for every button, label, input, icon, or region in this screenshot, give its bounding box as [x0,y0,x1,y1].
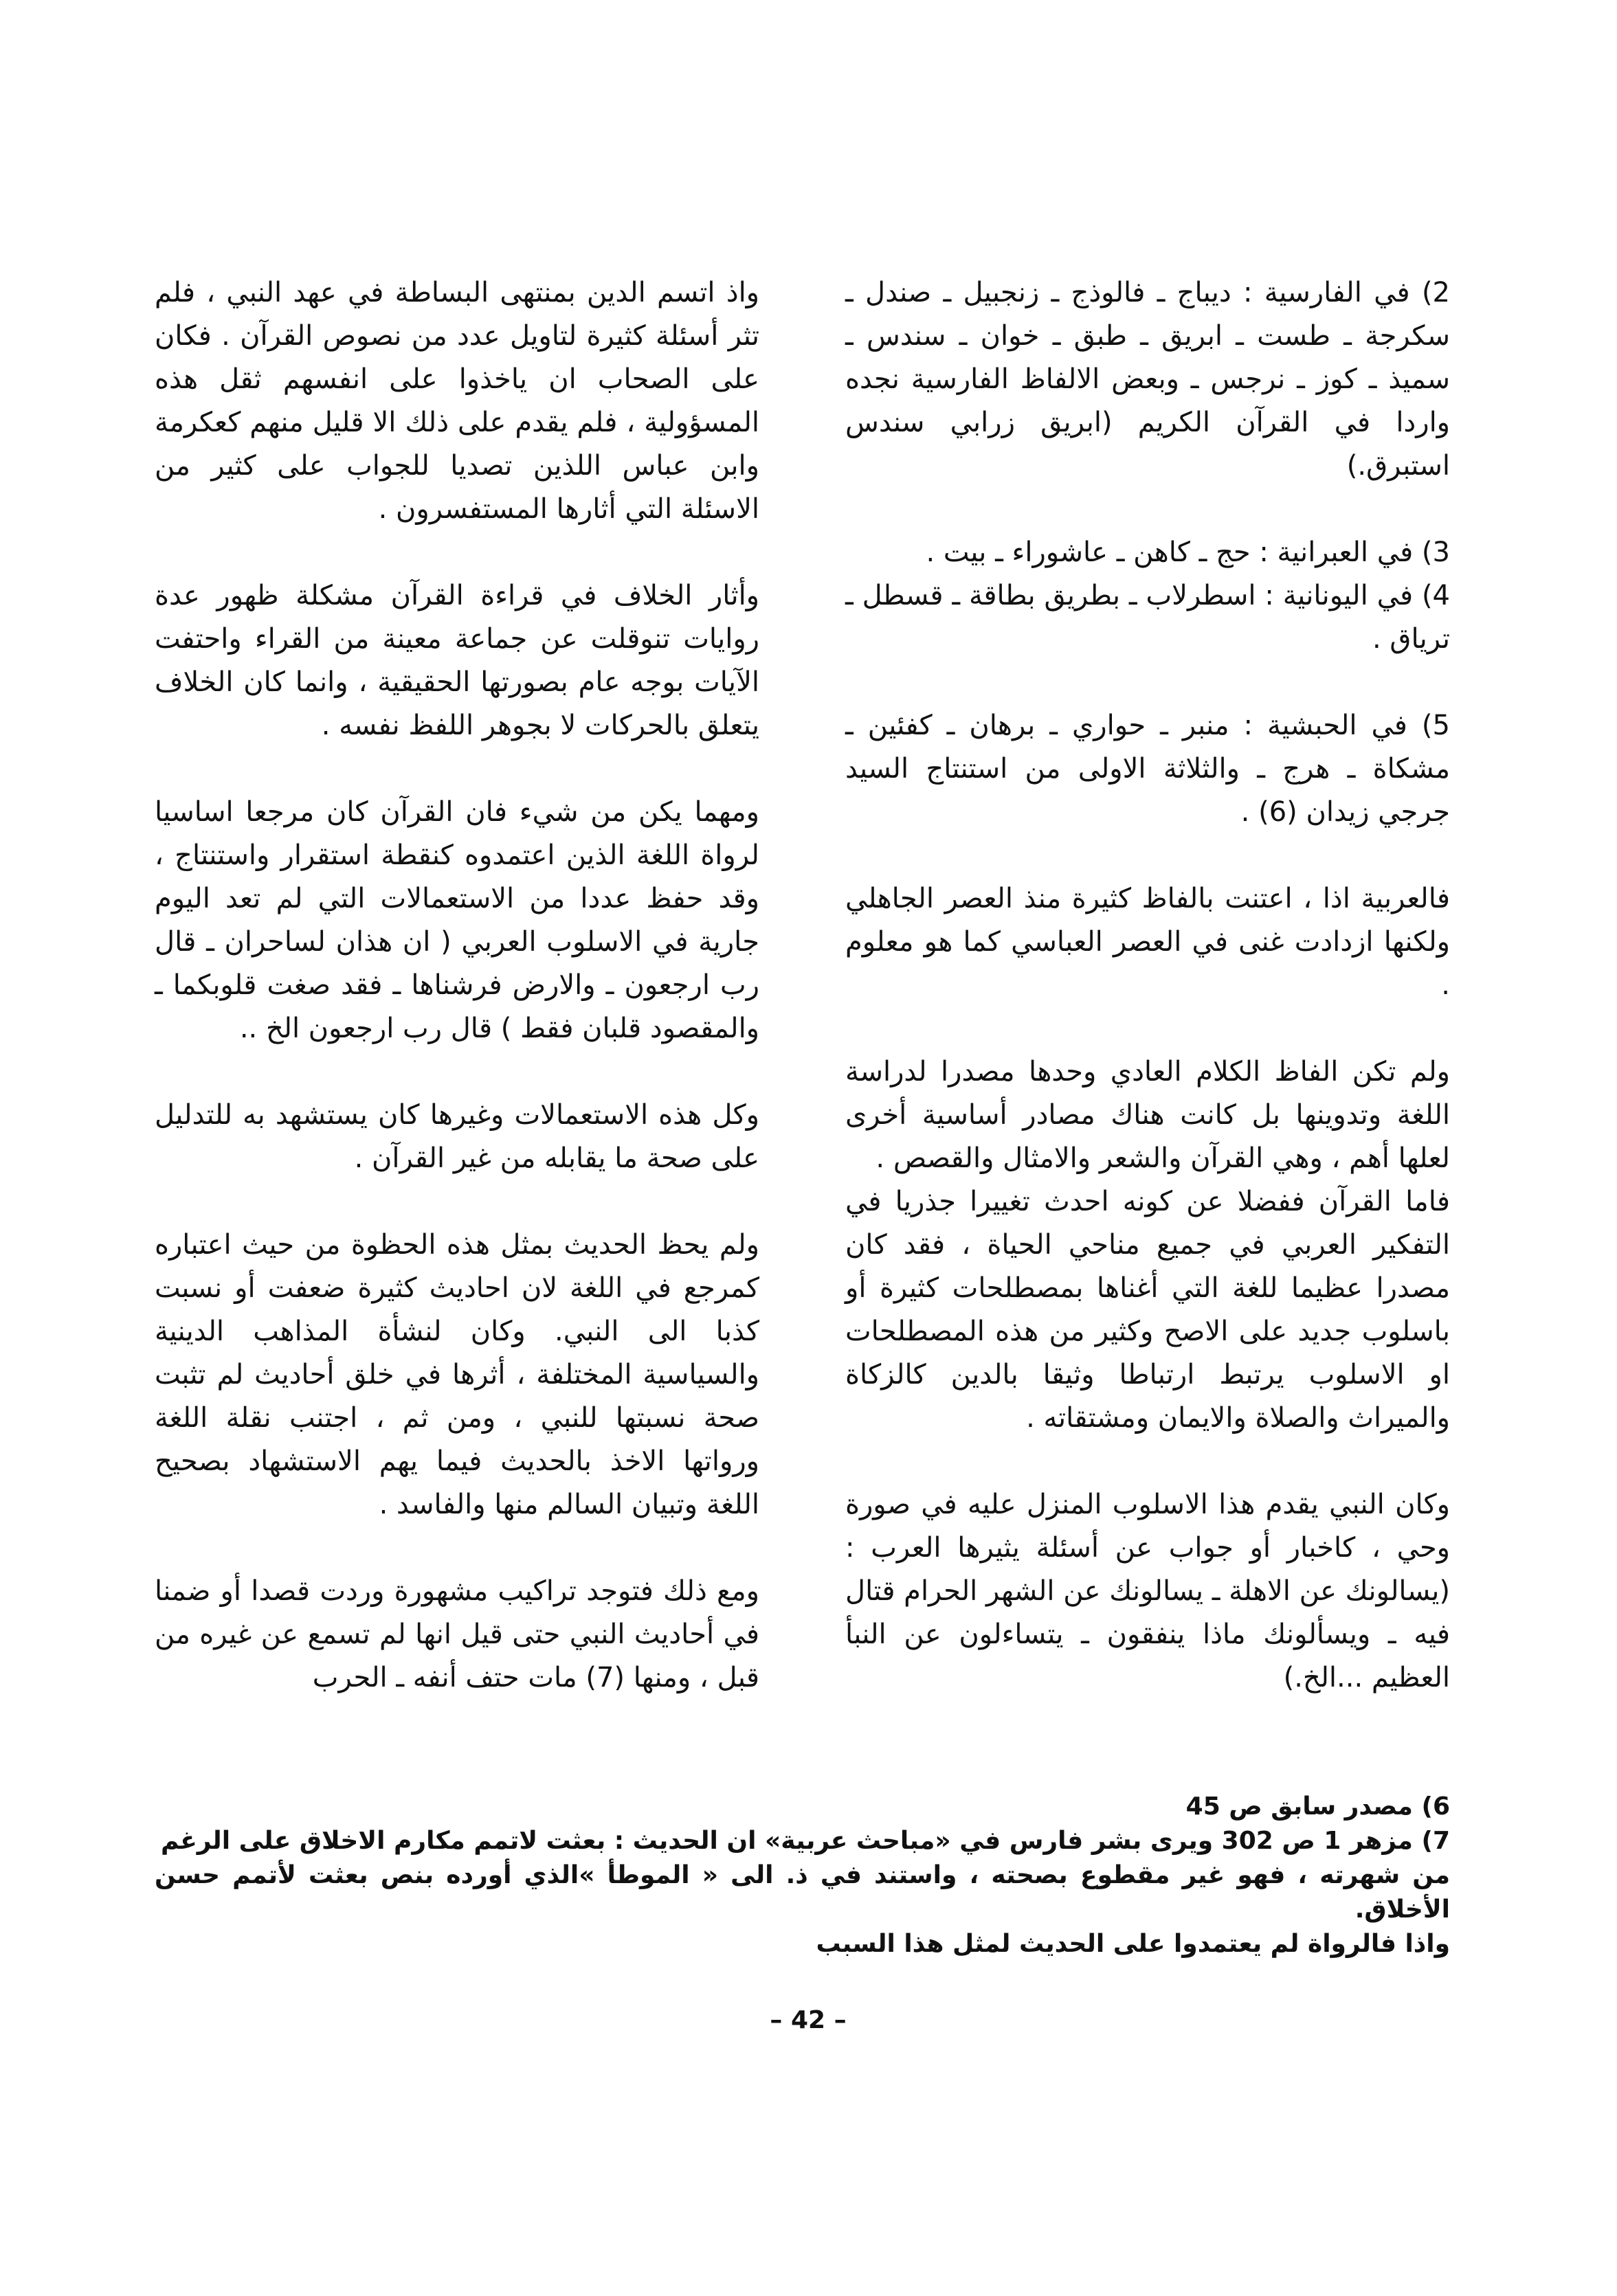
page-number: – 42 – [770,2006,847,2034]
paragraph-revelation-style: وكان النبي يقدم هذا الاسلوب المنزل عليه في صورة وحي ، كاخبار أو جواب عن أسئلة يثيرها العرب : (يسالونك عن الاهلة ـ يسالونك عن الشهر الحرام قتال فيه ـ ويسألونك ماذا ينفقون ـ يتساءلون عن النبأ العظيم ...الخ.) [845,1489,1450,1693]
paragraph-usages: وكل هذه الاستعمالات وغيرها كان يستشهد به للتدليل على صحة ما يقابله من غير القرآن . [155,1099,759,1174]
footnotes [155,1790,1450,1961]
left-column [155,271,759,1743]
footnote-7-line-1: 7) مزهر 1 ص 302 ويرى بشر فارس في «مباحث عربية» ان الحديث : بعثت لاتمم مكارم الاخلاق على الرغم [160,1827,1450,1855]
paragraph-quran-reference: ومهما يكن من شيء فان القرآن كان مرجعا اساسيا لرواة اللغة الذين اعتمدوه كنقطة استقرار واستنتاج ، وقد حفظ عددا من الاستعمالات التي لم تعد اليوم جارية في الاسلوب العربي ( ان هذان لساحران ـ قال رب ارجعون ـ والارض فرشناها ـ فقد صغت قلوبكما ـ والمقصود قلبان فقط ) قال رب ارجعون الخ .. [155,796,759,1044]
paragraph-hebrew-words: 3) في العبرانية : حج ـ كاهن ـ عاشوراء ـ بيت . [926,537,1450,568]
paragraph-readings: وأثار الخلاف في قراءة القرآن مشكلة ظهور عدة روايات تنوقلت عن جماعة معينة من القراء واحتفت الآيات بوجه عام بصورتها الحقيقية ، وانما كان الخلاف يتعلق بالحركات لا بجوهر اللفظ نفسه . [155,580,759,741]
paragraph-quran-influence: فاما القرآن ففضلا عن كونه احدث تغييرا جذريا في التفكير العربي في جميع مناحي الحياة ، فقد كان مصدرا عظيما للغة التي أغناها بمصطلحات كثيرة أو باسلوب جديد على الاصح وكثير من هذه المصطلحات او الاسلوب يرتبط ارتباطا وثيقا بالدين كالزكاة والميراث والصلاة والايمان ومشتقاته . [845,1186,1450,1434]
paragraph-arabic-enrichment: فالعربية اذا ، اعتنت بالفاظ كثيرة منذ العصر الجاهلي ولكنها ازدادت غنى في العصر العباسي كما هو معلوم . [845,883,1450,1001]
footnote-7-line-2: من شهرته ، فهو غير مقطوع بصحته ، واستند في ذ. الى « الموطأ »الذي أورده بنص بعثت لأتمم حسن الأخلاق. [155,1861,1450,1924]
right-column [845,271,1450,1743]
footnote-6: 6) مصدر سابق ص 45 [1185,1792,1450,1821]
paragraph-interpretation: واذ اتسم الدين بمنتهى البساطة في عهد النبي ، فلم تثر أسئلة كثيرة لتاويل عدد من نصوص القرآن . فكان على الصحاب ان ياخذوا على انفسهم ثقل هذه المسؤولية ، فلم يقدم على ذلك الا قليل منهم كعكرمة وابن عباس اللذين تصديا للجواب على كثير من الاسئلة التي أثارها المستفسرون . [155,277,759,525]
paragraph-greek-words: 4) في اليونانية : اسطرلاب ـ بطريق بطاقة ـ قسطل ـ ترياق . [845,580,1450,655]
paragraph-persian-words: 2) في الفارسية : ديباج ـ فالوذج ـ زنجبيل ـ صندل ـ سكرجة ـ طست ـ ابريق ـ طبق ـ خوان ـ سندس ـ سميذ ـ كوز ـ نرجس ـ وبعض الالفاظ الفارسية نجده واردا في القرآن الكريم (ابريق زرابي سندس استبرق.) [845,277,1450,482]
paragraph-language-sources: ولم تكن الفاظ الكلام العادي وحدها مصدرا لدراسة اللغة وتدوينها بل كانت هناك مصادر أساسية أخرى لعلها أهم ، وهي القرآن والشعر والامثال والقصص . [845,1056,1450,1174]
paragraph-ethiopic-words: 5) في الحبشية : منبر ـ حواري ـ برهان ـ كفئين ـ مشكاة ـ هرج ـ والثلاثة الاولى من استنتاج السيد جرجي زيدان (6) . [845,710,1450,828]
paragraph-hadith: ولم يحظ الحديث بمثل هذه الحظوة من حيث اعتباره كمرجع في اللغة لان احاديث كثيرة ضعفت أو نسبت كذبا الى النبي. وكان لنشأة المذاهب الدينية والسياسية المختلفة ، أثرها في خلق أحاديث لم تثبت صحة نسبتها للنبي ، ومن ثم ، اجتنب نقلة اللغة ورواتها الاخذ بالحديث فيما يهم الاستشهاد بصحيح اللغة وتبيان السالم منها والفاسد . [155,1229,759,1520]
footnote-7-line-3: واذا فالرواة لم يعتمدوا على الحديث لمثل هذا السبب [816,1930,1450,1958]
paragraph-famous-constructs: ومع ذلك فتوجد تراكيب مشهورة وردت قصدا أو ضمنا في أحاديث النبي حتى قيل انها لم تسمع عن غيره من قبل ، ومنها (7) مات حتف أنفه ـ الحرب [155,1575,759,1693]
